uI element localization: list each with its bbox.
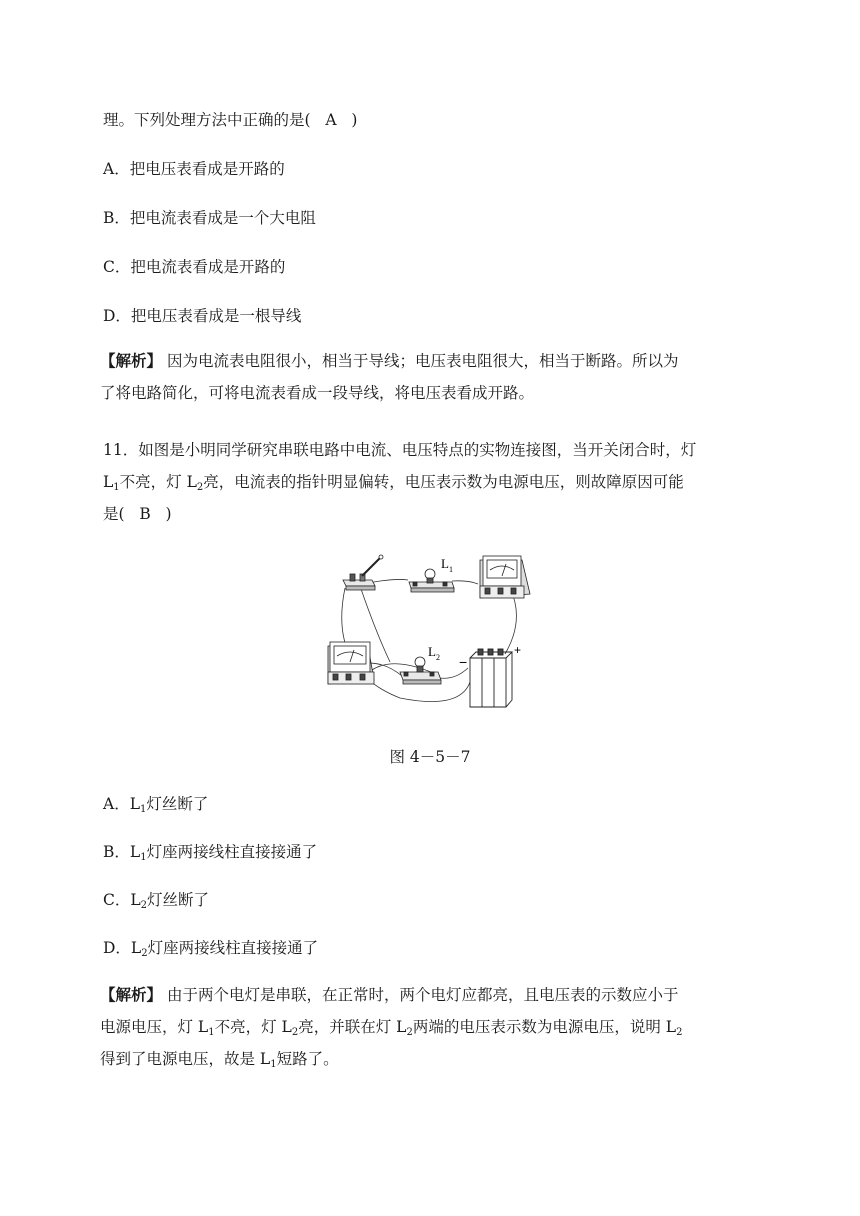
q11-analysis-2s4: 2 — [676, 1027, 683, 1038]
q11-option-b-sub: 1 — [140, 852, 147, 863]
q10-analysis-line1: 因为电流表电阻很小，相当于导线；电压表电阻很大，相当于断路。所以为 — [166, 352, 679, 370]
q11-stem — [103, 434, 758, 530]
q11-option-c-sub: 2 — [140, 900, 148, 911]
ammeter — [480, 556, 530, 598]
q11-stem-l: L — [103, 473, 114, 491]
circuit-figure — [320, 550, 540, 712]
q11-option-d-text: 灯座两接线柱直接接通了 — [147, 939, 319, 957]
q10-analysis-label: 【解析】 — [100, 352, 163, 370]
q11-stem-line3: 是( — [103, 505, 125, 523]
q11-analysis-2a: 电源电压，灯 L — [100, 1018, 209, 1036]
q11-analysis-2d: 两端的电压表示数为电源电压，说明 L — [412, 1018, 677, 1036]
q10-analysis — [100, 345, 755, 409]
q10-stem-text: 理。下列处理方法中正确的是( — [103, 111, 311, 129]
q11-option-a — [103, 792, 208, 814]
q11-analysis-2s1: 1 — [208, 1027, 215, 1038]
q11-option-c — [103, 888, 209, 910]
q10-stem — [103, 108, 357, 130]
q11-stem-line1: 11．如图是小明同学研究串联电路中电流、电压特点的实物连接图，当开关闭合时，灯 — [103, 441, 697, 459]
q11-analysis-3a: 得到了电源电压，故是 L — [100, 1050, 271, 1068]
label-l1: $L_1$ — [441, 556, 453, 574]
q11-analysis-2c: 亮，并联在灯 L — [298, 1018, 407, 1036]
q11-option-b — [103, 840, 317, 862]
q11-option-c-prefix: C．L — [103, 891, 141, 909]
q10-answer: A — [325, 111, 337, 129]
q11-option-b-text: 灯座两接线柱直接接通了 — [146, 843, 318, 861]
q11-option-a-sub: 1 — [140, 804, 147, 815]
lamp-l1 — [409, 569, 454, 592]
q11-option-c-text: 灯丝断了 — [147, 891, 210, 909]
q10-option-a: A．把电压表看成是开路的 — [103, 160, 285, 178]
voltmeter — [328, 642, 374, 684]
figure-caption: 图 4－5－7 — [389, 748, 471, 766]
q10-close-paren: ) — [351, 111, 358, 129]
q10-analysis-line2: 了将电路简化，可将电流表看成一段导线，将电压表看成开路。 — [100, 384, 535, 402]
battery — [470, 649, 512, 707]
q11-stem-line2-b: 不亮，灯 L — [119, 473, 197, 491]
q10-option-c: C．把电流表看成是开路的 — [103, 258, 286, 276]
wire-l1-ammeter — [452, 581, 478, 584]
q11-analysis-label: 【解析】 — [100, 986, 163, 1004]
q11-answer: B — [139, 505, 151, 523]
q11-option-d — [103, 936, 318, 958]
lamp-l2 — [400, 657, 441, 684]
q11-close-paren: ) — [165, 505, 172, 523]
q11-stem-line2-c: 亮，电流表的指针明显偏转，电压表示数为电源电压，则故障原因可能 — [203, 473, 684, 491]
q11-analysis-2s3: 2 — [406, 1027, 413, 1038]
label-l2: $L_2$ — [428, 644, 440, 662]
q11-analysis — [100, 979, 755, 1075]
q11-analysis-2s2: 2 — [291, 1027, 299, 1038]
q11-analysis-line1: 由于两个电灯是串联，在正常时，两个电灯应都亮，且电压表的示数应小于 — [166, 986, 679, 1004]
q11-option-d-prefix: D．L — [103, 939, 142, 957]
q11-option-d-sub: 2 — [141, 948, 148, 959]
q11-stem-sub1: 1 — [113, 482, 120, 493]
battery-minus-label: − — [459, 654, 468, 670]
q11-analysis-2b: 不亮，灯 L — [214, 1018, 292, 1036]
q11-analysis-3b: 短路了。 — [276, 1050, 339, 1068]
wire-switch-l1 — [368, 579, 408, 583]
battery-plus-label: + — [514, 643, 522, 657]
switch — [343, 555, 383, 590]
q11-stem-sub2: 2 — [196, 482, 204, 493]
q11-option-b-prefix: B．L — [103, 843, 141, 861]
q10-option-b: B．把电流表看成是一个大电阻 — [103, 209, 316, 227]
q11-analysis-3s1: 1 — [270, 1059, 277, 1070]
q10-option-d: D．把电压表看成是一根导线 — [103, 307, 302, 325]
q11-option-a-prefix: A．L — [103, 795, 140, 813]
q11-option-a-text: 灯丝断了 — [146, 795, 209, 813]
